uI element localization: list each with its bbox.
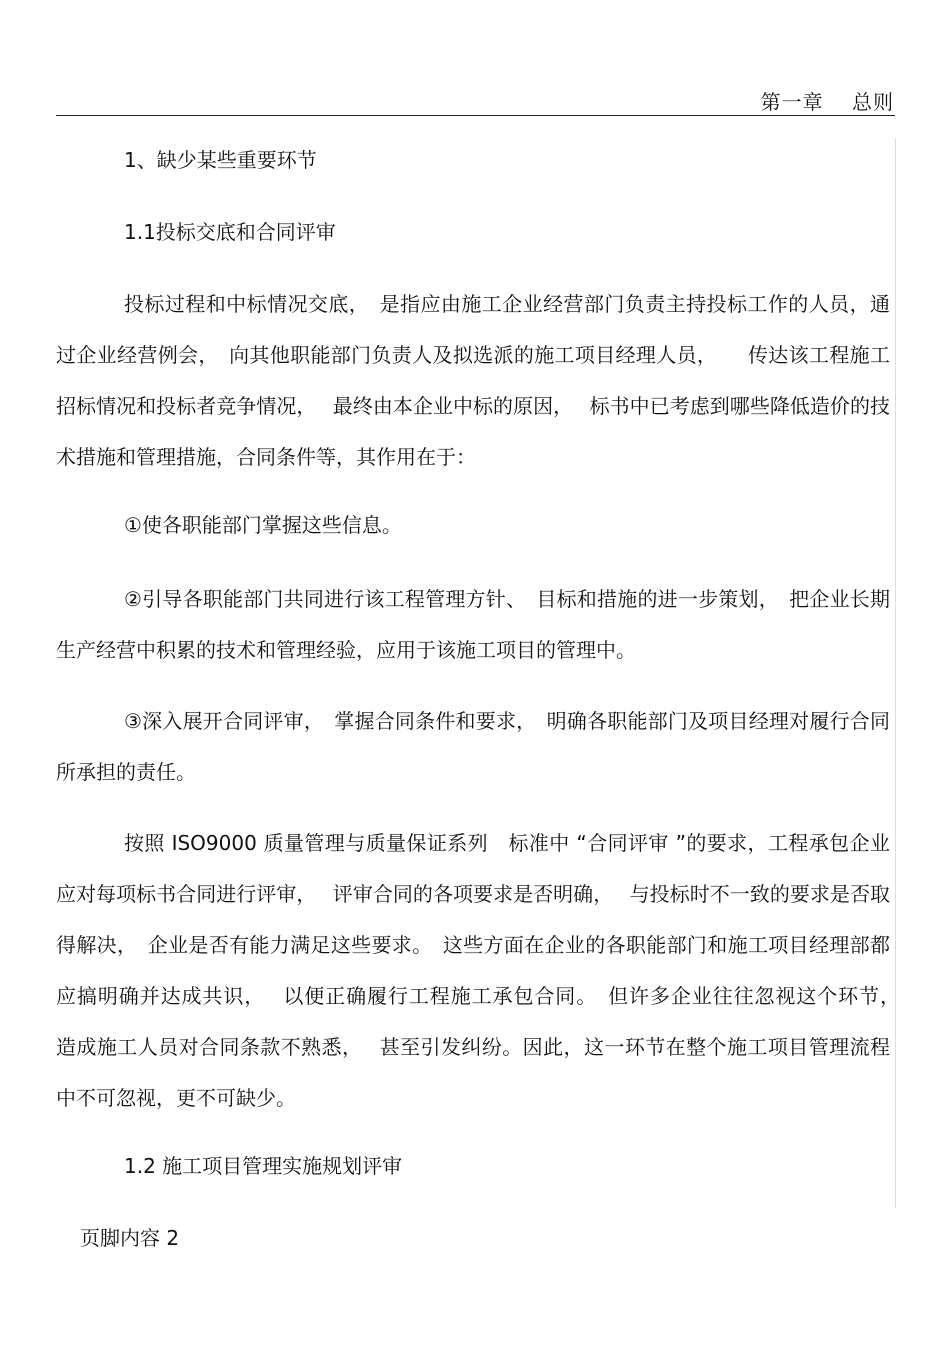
paragraph-item-3: ③深入展开合同评审， 掌握合同条件和要求， 明确各职能部门及项目经理对履行合同所承担的责任。 <box>56 709 890 784</box>
paragraph-bid-disclosure: 投标过程和中标情况交底， 是指应由施工企业经营部门负责主持投标工作的人员，通过企业经营例会， 向其他职能部门负责人及拟选派的施工项目经理人员， 传达该工程施工招标情况和投标者竞争情况， 最终由本企业中标的原因， 标书中已考虑到哪些降低造价的技术措施和管理措施，合同条件等，其作用在于： <box>56 292 890 469</box>
section-heading-1-1: 1.1投标交底和合同评审 <box>124 220 336 244</box>
chapter-title: 第一章 总则 <box>760 90 894 114</box>
paragraph-item-2: ②引导各职能部门共同进行该工程管理方针、 目标和措施的进一步策划， 把企业长期生产经营中积累的技术和管理经验，应用于该施工项目的管理中。 <box>56 587 890 662</box>
page-footer: 页脚内容 2 <box>80 1226 180 1250</box>
header-divider <box>56 115 895 116</box>
section-heading-1-2: 1.2 施工项目管理实施规划评审 <box>124 1154 403 1178</box>
section-heading-1: 1、缺少某些重要环节 <box>124 148 317 172</box>
paragraph-item-1: ①使各职能部门掌握这些信息。 <box>124 513 402 537</box>
paragraph-iso9000: 按照 ISO9000 质量管理与质量保证系列 标准中 “合同评审 ”的要求，工程承包企业应对每项标书合同进行评审， 评审合同的各项要求是否明确， 与投标时不一致的要求是否取得解决， 企业是否有能力满足这些要求。 这些方面在企业的各职能部门和施工项目经理部都应搞明确并达成共识， 以便正确履行工程施工承包合同。 但许多企业往往忽视这个环节， 造成施工人员对合同条款不熟悉， 甚至引发纠纷。因此，这一环节在整个施工项目管理流程中不可忽视，更不可缺少。 <box>56 831 910 1110</box>
right-margin-line <box>895 138 896 1208</box>
